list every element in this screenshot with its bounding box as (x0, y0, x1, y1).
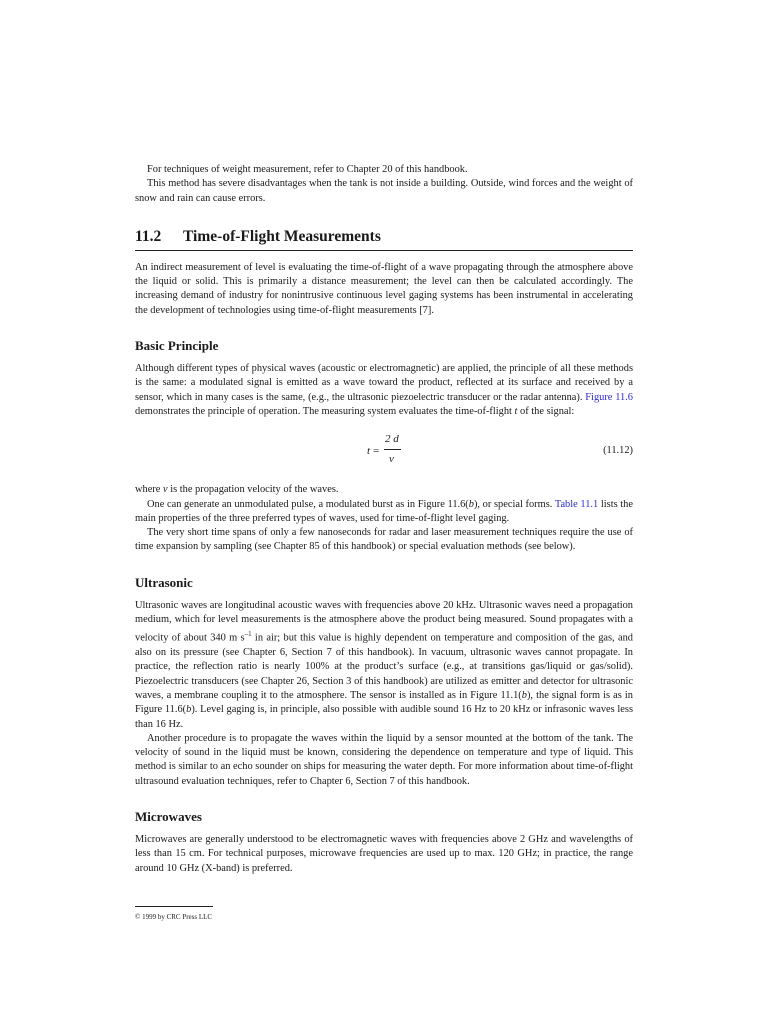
time-expansion-paragraph: The very short time spans of only a few nanoseconds for radar and laser measurement techniques require the use of time expansion by sampling (see Chapter 85 of this handbook) or special evaluation methods (see below). (135, 527, 633, 553)
section-number: 11.2 (135, 227, 162, 245)
equation-denominator: v (389, 453, 394, 466)
pulse-paragraph: One can generate an unmodulated pulse, a modulated burst as in Figure 11.6(b), or special forms. Table 11.1 lists the main properties of the three preferred types of waves, used for time-of-flight level gaging. (135, 498, 633, 524)
microwaves-paragraph: Microwaves are generally understood to be electromagnetic waves with frequencies above 2 GHz and wavelengths of less than 15 cm. For technical purposes, microwave frequencies are used up to max. 120 GHz; in practice, the range around 10 GHz (X-band) is preferred. (135, 834, 633, 874)
ultrasonic-paragraph-2: Another procedure is to propagate the waves within the liquid by a sensor mounted at the bottom of the tank. The velocity of sound in the liquid must be known, considering the dependence on temperature and type of liquid. This method is similar to an echo sounder on ships for measuring the water depth. For more information about time-of-flight ultrasound evaluation techniques, refer to Chapter 6, Section 7 of this handbook. (135, 732, 633, 787)
figure-11-6-link[interactable]: Figure 11.6 (585, 391, 633, 403)
equation-numerator: 2 d (385, 433, 399, 446)
page-content (135, 163, 633, 876)
fraction-bar (384, 449, 401, 450)
footnote-rule (135, 906, 213, 907)
equation-11-12 (135, 433, 633, 473)
equation-number: (11.12) (603, 445, 633, 457)
section-intro-paragraph: An indirect measurement of level is evaluating the time-of-flight of a wave propagating through the atmosphere above the liquid or solid. This is primarily a distance measurement; the level can then be calculated accordingly. The increasing demand of industry for nonintrusive continuous level gaging systems has been instrumental in accelerating the development of technologies using time-of-flight measurements [7]. (135, 261, 633, 316)
table-11-1-link[interactable]: Table 11.1 (554, 498, 599, 510)
intro-paragraph-1: For techniques of weight measurement, refer to Chapter 20 of this handbook. (147, 164, 468, 175)
intro-paragraph-2: This method has severe disadvantages when the tank is not inside a building. Outside, wind forces and the weight of snow and rain can cause errors. (135, 178, 633, 204)
velocity-paragraph: where v is the propagation velocity of the waves. (135, 484, 339, 496)
section-title: Time-of-Flight Measurements (183, 227, 381, 245)
basic-principle-paragraph: Although different types of physical waves (acoustic or electromagnetic) are applied, the principle of all these methods is the same: a modulated signal is emitted as a wave toward the product, reflected at its surface and received by a sensor, which in many cases is the same, (e.g., the ultrasonic piezoelectric transducer or the radar antenna). Figure 11.6 demonstrates the principle of operation. The measuring system evaluates the time-of-flight t of the signal: (135, 363, 633, 417)
section-heading (135, 228, 633, 251)
equation-lhs: t (367, 445, 371, 458)
basic-principle-heading: Basic Principle (135, 338, 219, 354)
ultrasonic-heading: Ultrasonic (135, 574, 193, 590)
microwaves-heading: Microwaves (135, 809, 202, 825)
copyright-notice: © 1999 by CRC Press LLC (135, 913, 213, 921)
equation-equals: = (373, 445, 380, 458)
ultrasonic-paragraph-1: Ultrasonic waves are longitudinal acoustic waves with frequencies above 20 kHz. Ultrasonic waves need a propagation medium, which for level measurements is the atmosphere above the product being measured. Sound propagates with a velocity of about 340 m $s^{-1}$ in air; but this value is highly dependent on temperature and composition of the gas, and also on its pressure (see Chapter 6, Section 7 of this handbook). In vacuum, ultrasonic waves cannot propagate. In practice, the reflection ratio is nearly 100% at the product’s surface (e.g., at transitions gas/liquid or gas/solid). Piezoelectric transducers (see Chapter 26, Section 3 of this handbook) are utilized as emitter and detector for ultrasonic waves, a membrane coupling it to the atmosphere. The sensor is installed as in Figure 11.1(b), the signal form is as in Figure 11.6(b). Level gaging is, in principle, also possible with audible sound 16 Hz to 20 kHz or infrasonic waves less than 16 Hz. (135, 599, 634, 730)
